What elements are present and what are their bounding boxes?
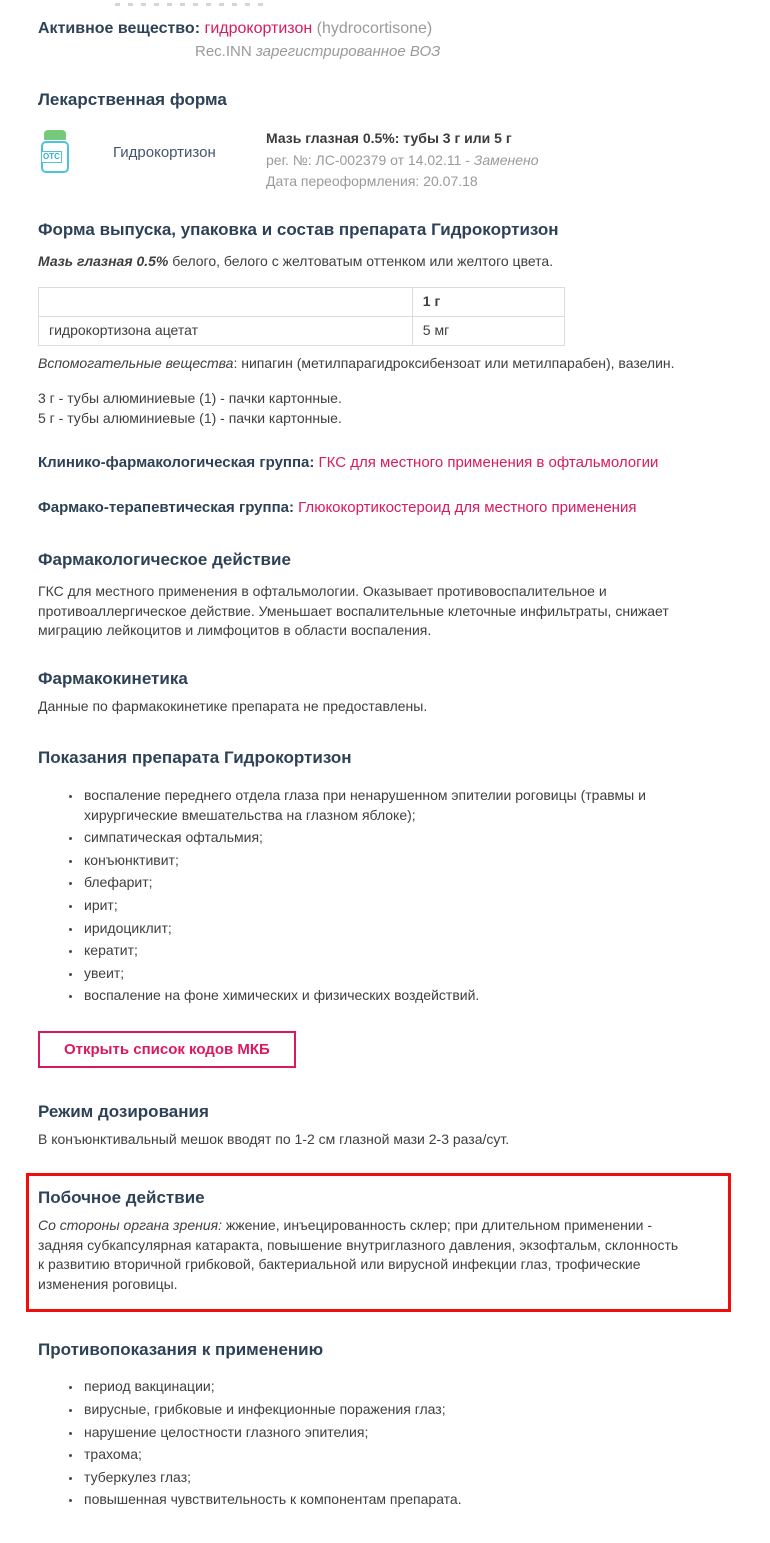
list-item: • симпатическая офтальмия;: [82, 828, 682, 848]
active-substance-line: [38, 18, 735, 40]
list-item: • воспаление на фоне химических и физических воздействий.: [82, 986, 682, 1006]
pharm-action-text: ГКС для местного применения в офтальмологии. Оказывает противовоспалительное и противоаллергическое действие. Уменьшает воспалительные клеточные инфильтраты, снижает миграцию лейкоцитов и лимфоцитов в области воспаления.: [38, 583, 669, 639]
drug-name-link[interactable]: Гидрокортизон: [113, 144, 216, 162]
header-empty-cell: [39, 288, 413, 317]
section-title-contraindications: Противопоказания к применению: [38, 1339, 324, 1359]
composition-table: [38, 287, 565, 345]
excipients-paragraph: [38, 354, 693, 374]
side-effects-rest: жжение, инъецированность склер; при длительном применении - задняя субкапсулярная катаракта, повышение внутриглазного давления, экзофтальм, склонность к развитию вторичной грибковой, бактериальной или вирусной инфекции глаз, трофические изменения роговицы.: [38, 1217, 679, 1292]
list-item: • блефарит;: [82, 873, 682, 893]
substance-cell: гидрокортизона ацетат: [39, 316, 413, 345]
section-title-composition: Форма выпуска, упаковка и состав препарата Гидрокортизон: [38, 219, 559, 239]
excipients-rest: : нипагин (метилпарагидроксибензоат или метилпарабен), вазелин.: [233, 354, 675, 371]
excipients-lead: Вспомогательные вещества: [38, 354, 234, 371]
section-title-side-effects: Побочное действие: [38, 1188, 205, 1208]
list-item: • иридоциклит;: [82, 919, 682, 939]
side-effects-lead: Со стороны органа зрения:: [38, 1217, 222, 1234]
list-item: • нарушение целостности глазного эпителия;: [82, 1423, 682, 1443]
reg-number: рег. №: ЛС-002379 от 14.02.11 -: [266, 151, 474, 168]
pharm-group-label: Фармако-терапевтическая группа:: [38, 499, 299, 517]
bottle-cap: [44, 130, 66, 140]
clinical-group-line: [38, 452, 728, 473]
amount-cell: 5 мг: [412, 316, 564, 345]
table-header-row: [39, 288, 565, 317]
otc-bottle-icon: [40, 130, 70, 173]
bottle-body: [41, 141, 69, 173]
active-substance-link[interactable]: гидрокортизон: [204, 20, 313, 37]
list-item: • увеит;: [82, 964, 682, 984]
packaging-block: [38, 389, 735, 428]
list-item: • повышенная чувствительность к компонентам препарата.: [82, 1490, 682, 1510]
section-title-indications: Показания препарата Гидрокортизон: [38, 748, 352, 768]
list-item: • ирит;: [82, 896, 682, 916]
clinical-group-link[interactable]: ГКС для местного применения в офтальмологии: [318, 454, 659, 472]
list-item: • воспаление переднего отдела глаза при ненарушенном эпителии роговицы (травмы и хирургические вмешательства на глазном яблоке);: [82, 786, 682, 825]
inn-line: [38, 41, 735, 62]
indications-list: [38, 786, 682, 1006]
packaging-line-2: 5 г - тубы алюминиевые (1) - пачки картонные.: [38, 409, 342, 426]
description-rest: белого, белого с желтоватым оттенком или желтого цвета.: [168, 252, 554, 269]
list-item: • кератит;: [82, 941, 682, 961]
reissue-date: Дата переоформления: 20.07.18: [266, 173, 478, 190]
list-item: • трахома;: [82, 1445, 682, 1465]
list-item: • вирусные, грибковые и инфекционные поражения глаз;: [82, 1400, 682, 1420]
section-title-pharm-action: Фармакологическое действие: [38, 550, 291, 570]
pharm-group-line: [38, 497, 728, 518]
table-row: [39, 316, 565, 345]
section-title-pharmacokinetics: Фармакокинетика: [38, 668, 188, 688]
inn-code: Rec.INN: [195, 43, 252, 61]
list-item: • период вакцинации;: [82, 1377, 682, 1397]
drug-details: [266, 128, 539, 192]
dosage-text: В конъюнктивальный мешок вводят по 1-2 см глазной мази 2-3 раза/сут.: [38, 1130, 510, 1147]
pharmacokinetics-text: Данные по фармакокинетике препарата не предоставлены.: [38, 697, 428, 714]
active-substance-label: Активное вещество:: [38, 20, 201, 37]
drug-form-link[interactable]: Мазь глазная 0.5%: тубы 3 г или 5 г: [266, 130, 512, 147]
list-item: • конъюнктивит;: [82, 851, 682, 871]
list-item: • туберкулез глаз;: [82, 1468, 682, 1488]
header-quantity-cell: 1 г: [412, 288, 564, 317]
contraindications-list: [38, 1377, 682, 1510]
pharm-group-link[interactable]: Глюкокортикостероид для местного применения: [298, 499, 637, 517]
reg-status: Заменено: [473, 151, 539, 168]
packaging-line-1: 3 г - тубы алюминиевые (1) - пачки картонные.: [38, 390, 342, 407]
section-title-dosage-form: Лекарственная форма: [38, 90, 227, 110]
registration-line: [266, 151, 539, 171]
side-effects-highlight-box: [26, 1173, 731, 1311]
open-mkb-codes-button[interactable]: Открыть список кодов МКБ: [38, 1031, 296, 1068]
clinical-group-label: Клинико-фармакологическая группа:: [38, 454, 319, 472]
active-substance-latin: (hydrocortisone): [316, 20, 433, 37]
inn-note: зарегистрированное ВОЗ: [255, 43, 441, 61]
description-lead: Мазь глазная 0.5%: [38, 252, 169, 269]
composition-description: [38, 252, 735, 272]
drug-form-row: [38, 128, 735, 192]
clipped-text-remnant: [115, 3, 265, 6]
side-effects-text: [38, 1216, 683, 1294]
otc-badge: OTC: [43, 152, 60, 162]
section-title-dosage-regimen: Режим дозирования: [38, 1102, 209, 1122]
